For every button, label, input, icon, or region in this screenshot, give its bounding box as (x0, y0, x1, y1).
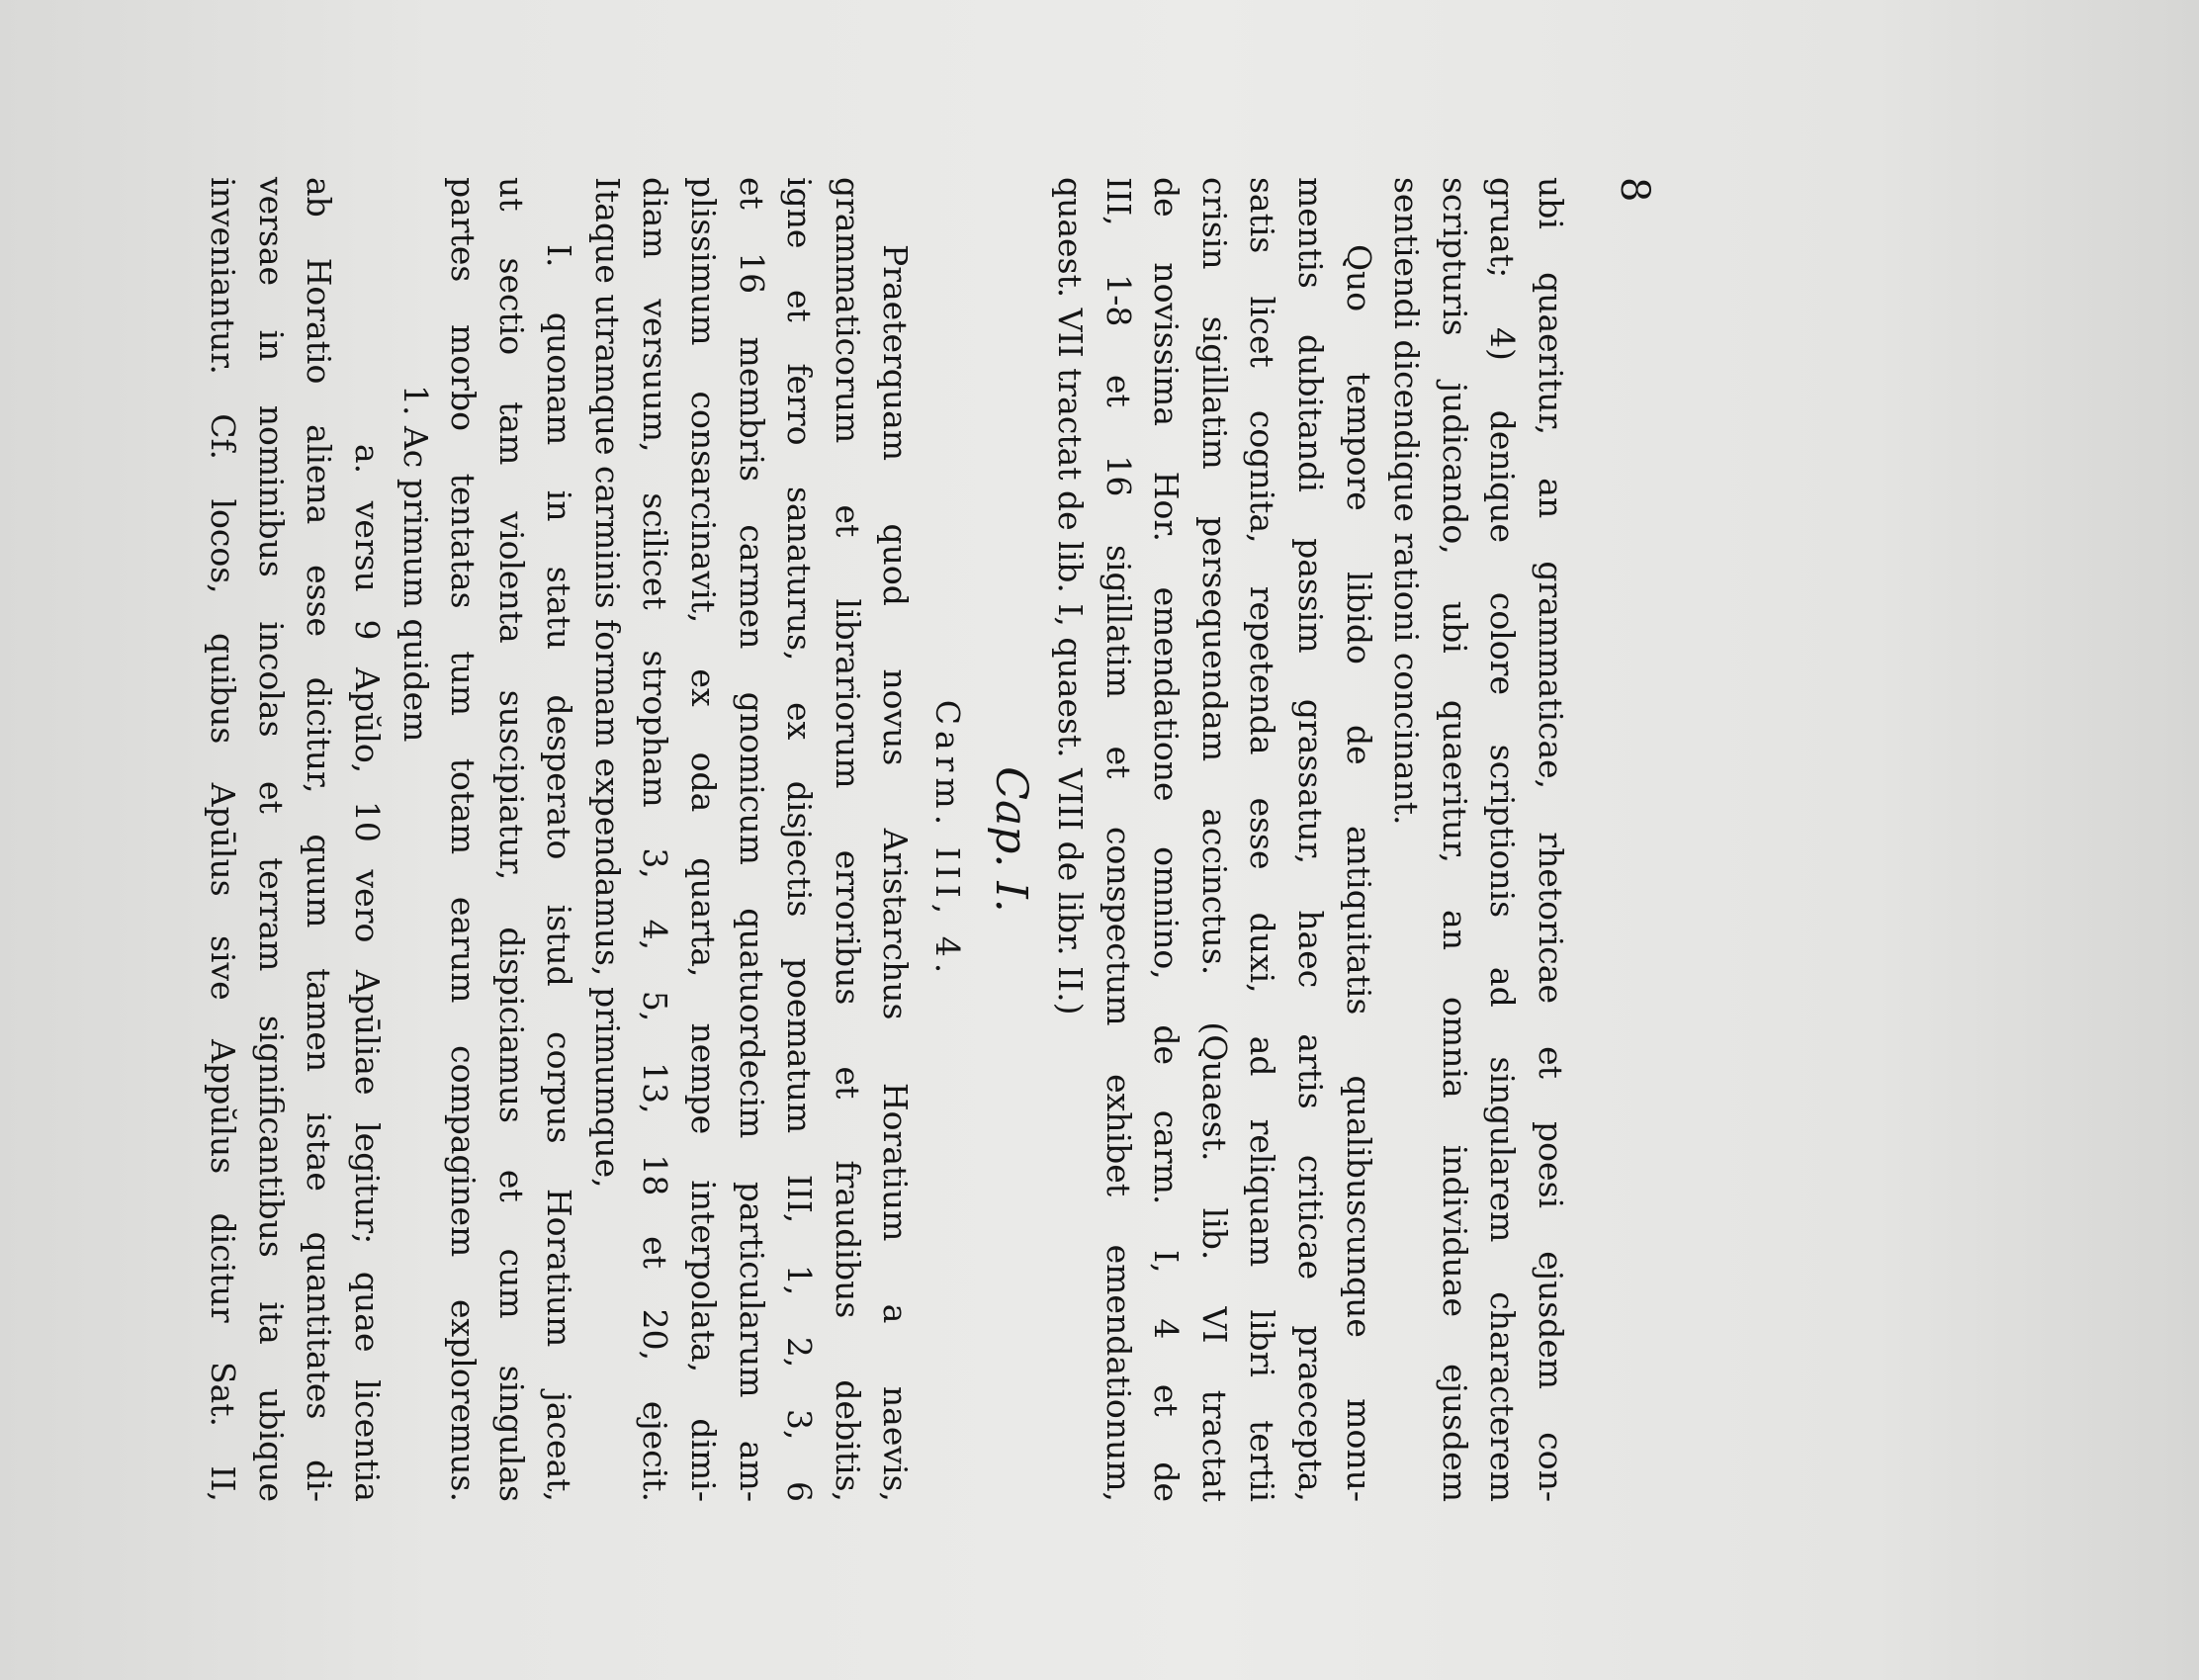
text-line: de novissima Hor. emendatione omnino, de carm. I, 4 et de (1147, 177, 1187, 1502)
text-line: scripturis judicando, ubi quaeritur, an omnia individuae ejusdem (1435, 177, 1474, 1502)
page-content (204, 177, 1663, 1502)
chapter-heading: Cap. I. (986, 766, 1037, 913)
text-line: ab Horatio aliena esse dicitur, quum tamen istae quantitates di- (300, 177, 339, 1502)
text-line: igne et ferro sanaturus, ex disjectis poematum III, 1, 2, 3, 6 (780, 177, 820, 1502)
text-line: mentis dubitandi passim grassatur, haec artis criticae praecepta, (1291, 177, 1331, 1502)
text-line: Itaque utramque carminis formam expendamus, primumque, (587, 177, 627, 1189)
text-line: diam versuum, scilicet stropham 3, 4, 5, 13, 18 et 20, ejecit. (636, 177, 675, 1502)
text-line: ubi quaeritur, an grammaticae, rhetoricae et poesi ejusdem con- (1532, 177, 1570, 1502)
text-line: crisin sigillatim persequendam accinctus. (Quaest. lib. VI tractat (1194, 177, 1234, 1502)
text-line: grammaticorum et librariorum erroribus et fraudibus debitis, (828, 177, 867, 1502)
text-line: satis licet cognita, repetenda esse duxi, ad reliquam libri tertii (1243, 177, 1282, 1502)
text-body (199, 177, 1574, 1502)
text-line: quaest. VII tractat de lib. I, quaest. VIII de libr. II.) (1051, 177, 1091, 1016)
page-number: 8 (1612, 177, 1657, 204)
text-line: inveniantur. Cf. locos, quibus Apūlus sive Appŭlus dicitur Sat. II, (204, 177, 243, 1502)
text-line: I. quonam in statu desperato istud corpus Horatium jaceat, (540, 244, 579, 1502)
text-line: versae in nominibus incolas et terram significantibus ita ubique (251, 177, 291, 1502)
text-line: a. versu 9 Apŭlo, 10 vero Apūliae legitur; quae licentia (347, 444, 387, 1502)
text-line: partes morbo tentatas tum totam earum compaginem exploremus. (444, 177, 484, 1502)
poem-heading: Carm. III, 4. (928, 699, 968, 980)
text-line: ut sectio tam violenta suscipiatur, dispiciamus et cum singulas (491, 177, 531, 1502)
text-line: plissimum consarcinavit, ex oda quarta, nempe interpolata, dimi- (684, 177, 724, 1502)
text-line: Praeterquam quod novus Aristarchus Horatium a naevis, (876, 244, 916, 1502)
section-heading: 1. Ac primum quidem (396, 385, 435, 743)
text-line: Quo tempore libido de antiquitatis qualibuscunque monu- (1339, 244, 1378, 1502)
text-line: gruat; 4) denique colore scriptionis ad singularem characterem (1483, 177, 1523, 1502)
text-line: III, 1-8 et 16 sigillatim et conspectum exhibet emendationum, (1099, 177, 1138, 1502)
text-line: sentiendi dicendique rationi concinant. (1387, 177, 1427, 826)
text-line: et 16 membris carmen gnomicum quatuordecim particularum am- (732, 177, 771, 1502)
